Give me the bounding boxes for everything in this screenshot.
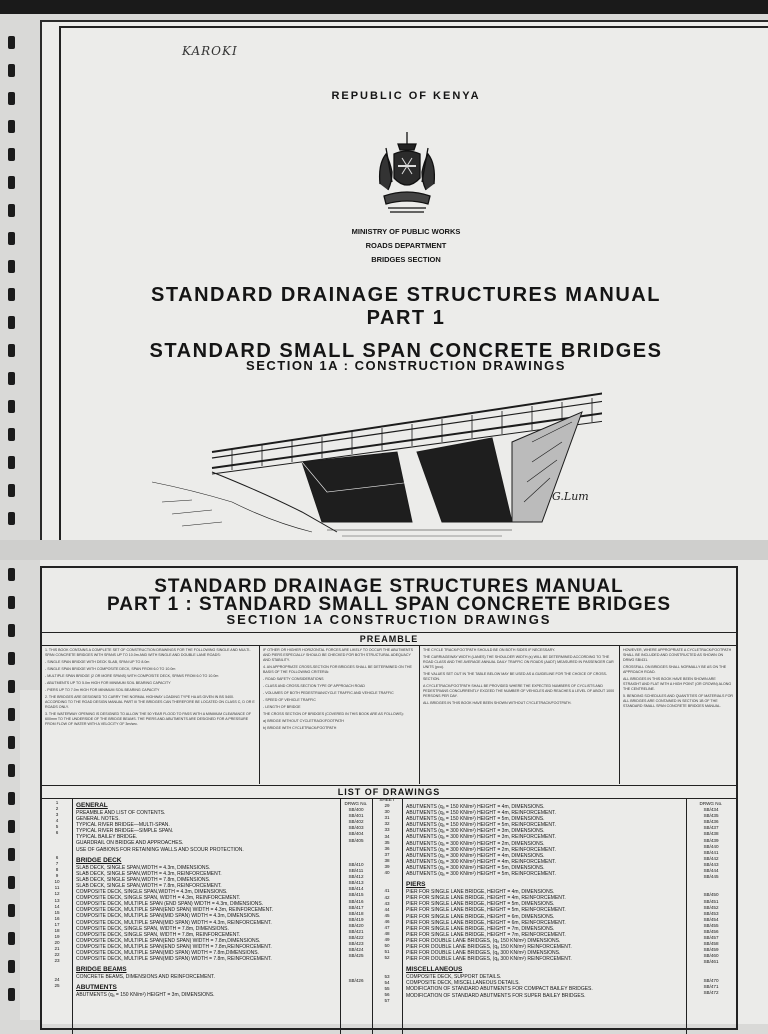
part-title: PART 1 <box>366 307 446 329</box>
sheet-number: 53 <box>384 973 390 979</box>
drawing-list-item: ABUTMENTS (qₐ = 300 KN/m²) HEIGHT = 4m, REINFORCEMENT. <box>406 858 556 865</box>
preamble-paragraph: CROSSFALL ON BRIDGES SHALL NORMALLY BE AS ON THE APPROACH ROAD. <box>623 665 727 674</box>
preamble-column-3 <box>420 646 620 784</box>
drawing-number: SB/441 <box>703 849 719 855</box>
sheet-number: 49 <box>384 937 390 943</box>
sheet-number: 1 <box>55 800 59 805</box>
drawing-list-item: PIER FOR SINGLE LANE BRIDGE, HEIGHT = 4m, DIMENSIONS. <box>406 889 555 896</box>
drawing-list-item: COMPOSITE DECK, SUPPORT DETAILS. <box>406 974 502 981</box>
drawing-list-item: TYPICAL RIVER BRIDGE—SIMPLE SPAN. <box>76 828 174 835</box>
drawing-number: SB/400 <box>348 807 364 813</box>
drawing-list-item: ABUTMENTS (qₐ = 300 KN/m²) HEIGHT = 5m, DIMENSIONS. <box>406 864 545 871</box>
preamble-paragraph: - ABUTMENTS UP TO 5.0m HIGH FOR MINIMUM SOIL BEARING CAPACITY <box>45 681 171 685</box>
list-of-drawings-heading: LIST OF DRAWINGS <box>42 785 736 799</box>
sheet-number: 3 <box>55 812 59 818</box>
drawing-number: SB/405 <box>348 837 364 843</box>
sheet-number: 8 <box>55 867 59 873</box>
sheet-number: 38 <box>384 857 390 863</box>
drawing-list-item: COMPOSITE DECK, SINGLE SPAN, WIDTH = 4.3m, REINFORCEMENT. <box>76 895 241 902</box>
sheet-number: 6 <box>55 830 59 836</box>
drawing-list-item: PIER FOR SINGLE LANE BRIDGE, HEIGHT = 4m, REINFORCEMENT. <box>406 895 566 902</box>
drawing-number: SB/411 <box>348 868 364 874</box>
general-heading: GENERAL <box>76 802 108 809</box>
binder-hole <box>8 960 15 973</box>
preamble-paragraph: ALL BRIDGES IN THIS BOOK HAVE BEEN SHOWN WITHOUT CYCLETRACK/FOOTPATH. <box>423 701 572 705</box>
sheet-number: 30 <box>384 809 390 815</box>
preamble-paragraph: THE VALUES SET OUT IN THE TABLE BELOW MAY BE USED AS A GUIDELINE FOR THE CHOICE OF CROSS-SECTION. <box>423 672 608 681</box>
drawing-list-item: COMPOSITE DECK, MULTIPLE SPAN(END SPAN) WIDTH = 7.8m,REINFORCEMENT. <box>76 943 272 950</box>
drawing-number: SB/460 <box>703 953 719 959</box>
sheet-number: 33 <box>384 827 390 833</box>
drawing-list-item: COMPOSITE DECK, MULTIPLE SPAN (END SPAN) WIDTH = 4.3m, DIMENSIONS. <box>76 901 264 908</box>
drawing-number: SB/450 <box>703 892 719 898</box>
drawing-list-item: SLAB DECK, SINGLE SPAN,WIDTH = 4.3m, DIMENSIONS. <box>76 864 211 871</box>
contents-sheet <box>40 560 768 1024</box>
preamble-column-1 <box>42 646 260 784</box>
binder-hole <box>8 428 15 441</box>
drawing-number: SB/410 <box>348 861 364 867</box>
preamble-paragraph: a) BRIDGE WITHOUT CYCLETRACK/FOOTPATH <box>263 719 344 723</box>
drawing-number: SB/402 <box>348 819 364 825</box>
sheet-number: 37 <box>384 851 390 857</box>
drawing-number: SB/444 <box>703 868 719 874</box>
sheet-number: 9 <box>55 873 59 879</box>
sheet-number: 29 <box>384 803 390 809</box>
drawing-list-item: ABUTMENTS (qₐ = 300 KN/m²) HEIGHT = 2m, DIMENSIONS. <box>406 840 545 847</box>
drawing-list-item: PREAMBLE AND LIST OF CONTENTS. <box>76 810 166 816</box>
contents-title-2: PART 1 : STANDARD SMALL SPAN CONCRETE BRIDGES <box>106 594 671 615</box>
drawing-number: SB/421 <box>348 928 364 934</box>
drawing-list-item: SLAB DECK, SINGLE SPAN,WIDTH = 7.8m, DIMENSIONS. <box>76 876 211 883</box>
bridge-beams-heading: BRIDGE BEAMS <box>76 966 127 974</box>
handwritten-name: KAROKI <box>182 44 238 58</box>
preamble-heading: PREAMBLE <box>42 632 736 646</box>
drawing-number: SB/439 <box>703 837 719 843</box>
contents-border <box>40 566 738 1030</box>
sheet-number: 19 <box>54 934 60 940</box>
binder-hole <box>8 596 15 609</box>
drawing-list-item: PIER FOR DOUBLE LANE BRIDGES, (qₐ 300 KN/m²) DIMENSIONS. <box>406 950 561 957</box>
sheet-number: 4 <box>55 818 59 824</box>
preamble-paragraph: - CLASS AND CROSS-SECTION TYPE OF APPROACH ROAD <box>263 684 365 688</box>
drawing-list-item: TYPICAL BAILEY BRIDGE. <box>76 834 138 841</box>
drawing-list-item: PIER FOR SINGLE LANE BRIDGE, HEIGHT = 6m, DIMENSIONS. <box>406 913 555 920</box>
drawing-number: SB/442 <box>703 855 719 861</box>
drawing-list-right <box>406 804 593 999</box>
drawing-list-left <box>76 798 273 998</box>
sheet-number: 13 <box>54 897 60 903</box>
page-gap <box>0 540 768 560</box>
sheet-number: 20 <box>54 940 60 946</box>
sheet-number: 7 <box>55 860 59 866</box>
scan-top-edge <box>0 0 768 14</box>
drawing-number: SB/440 <box>703 843 719 849</box>
drawing-list-item: GUARDRAIL ON BRIDGE AND APPROACHES. <box>76 840 184 847</box>
sheet-number: 47 <box>384 924 390 930</box>
sheet-number: 32 <box>384 821 390 827</box>
republic-heading: REPUBLIC OF KENYA <box>331 90 481 102</box>
title-block-strip <box>20 690 41 1020</box>
artist-signature: G.Lum <box>552 490 589 503</box>
drawing-list-item: COMPOSITE DECK, SINGLE SPAN, WIDTH = 7.8m, DIMENSIONS. <box>76 925 229 932</box>
drawing-number: SB/436 <box>703 819 719 825</box>
piers-heading: PIERS <box>406 881 426 889</box>
sheet-number: 42 <box>384 894 390 900</box>
drawing-list-item: USE OF GABIONS FOR RETAINING WALLS AND SCOUR PROTECTION. <box>76 846 244 853</box>
binder-hole <box>8 932 15 945</box>
preamble-paragraph: 5. BENDING SCHEDULES AND QUANTITIES OF MATERIALS FOR ALL BRIDGES ARE CONTAINED IN SECTION 1B OF THE STANDARD SMALL SPAN CONCRETE BRIDGES MANUAL. <box>623 694 733 708</box>
preamble-paragraph: 3. THE WATERWAY OPENING IS DESIGNED TO ALLOW THE 50 YEAR FLOOD TO PASS WITH A MINIMUM CLEARANCE OF 600mm TO THE UNDERSIDE OF THE BRIDGE BEAMS. THE PIERS AND ABUTMENTS ARE DESIGNED FOR A PRESSURE FROM FLOW OF WATER WITH A VELOCITY OF 3m/sec. <box>45 712 252 726</box>
drawing-list-item: CONCRETE BEAMS, DIMENSIONS AND REINFORCEMENT. <box>76 974 215 981</box>
drawing-number: SB/403 <box>348 825 364 831</box>
sheet-number: 41 <box>384 888 390 894</box>
preamble-paragraph: - MULTIPLE SPAN BRIDGE (2 OR MORE SPANS) WITH COMPOSITE DECK, SPANS FROM 6.0 TO 10.0m <box>45 674 219 678</box>
drawing-number: SB/445 <box>703 874 719 880</box>
drawing-list-item: ABUTMENTS (qₐ = 300 KN/m²) HEIGHT = 3m, DIMENSIONS. <box>406 828 545 835</box>
binder-hole <box>8 764 15 777</box>
sheet-number: 12 <box>54 891 60 897</box>
drawing-list-item: PIER FOR SINGLE LANE BRIDGE, HEIGHT = 6m, REINFORCEMENT. <box>406 919 566 926</box>
sheet-number: 6 <box>55 854 59 860</box>
sheet-number: 23 <box>54 958 60 964</box>
preamble-paragraph: - SINGLE SPAN BRIDGE WITH DECK SLAB, SPAN UP TO 8.0m <box>45 660 150 664</box>
sheet-number: 36 <box>384 845 390 851</box>
binder-hole <box>8 680 15 693</box>
sheet-number: 51 <box>384 949 390 955</box>
binder-hole <box>8 232 15 245</box>
drawing-numbers-left <box>340 801 372 984</box>
drawing-number: SB/453 <box>703 910 719 916</box>
section-title: SECTION 1A : CONSTRUCTION DRAWINGS <box>246 358 566 373</box>
sheet-number: 2 <box>55 806 59 812</box>
ministry-block <box>42 225 768 267</box>
sheet-number: 34 <box>384 833 390 839</box>
sheet-number: 46 <box>384 918 390 924</box>
preamble-paragraph: - VOLUMES OF BOTH PEDESTRIAN/CYCLE TRAFFIC AND VEHICLE TRAFFIC <box>263 691 394 695</box>
drawing-number: SB/418 <box>348 910 364 916</box>
binder-hole <box>8 204 15 217</box>
sheet-number: 25 <box>54 982 60 988</box>
preamble-paragraph: THE CROSS SECTION OF BRIDGES (COVERED IN THIS BOOK ARE AS FOLLOWS): <box>263 712 404 716</box>
drawing-list-item: TYPICAL RIVER BRIDGE—MULTI-SPAN. <box>76 822 170 829</box>
drawing-list-item: PIER FOR SINGLE LANE BRIDGE, HEIGHT = 5m, REINFORCEMENT. <box>406 907 566 914</box>
binder-hole <box>8 988 15 1001</box>
contents-title-1: STANDARD DRAINAGE STRUCTURES MANUAL <box>154 576 624 597</box>
miscellaneous-heading: MISCELLANEOUS <box>406 966 463 974</box>
drawing-list-item: COMPOSITE DECK, SINGLE SPAN, WIDTH = 7.8m, REINFORCEMENT. <box>76 931 241 938</box>
preamble-paragraph: THE CYCLE TRACK/FOOTPATH SHOULD BE ON BOTH SIDES IF NECESSARY. <box>423 648 556 652</box>
preamble-paragraph: - SPEED OF VEHICLE TRAFFIC <box>263 698 316 702</box>
drg-header: DRWG No. <box>344 801 368 806</box>
drawing-list-item: PIER FOR SINGLE LANE BRIDGE, HEIGHT = 7m, REINFORCEMENT. <box>406 931 566 938</box>
drawing-list-item: COMPOSITE DECK, MULTIPLE SPAN(END SPAN) WIDTH = 4.3m, REINFORCEMENT. <box>76 907 274 914</box>
drawing-number: SB/458 <box>703 941 719 947</box>
sheet-numbers-left <box>42 800 72 989</box>
drawing-list-item: ABUTMENTS (qₐ = 150 KN/m²) HEIGHT = 4m, REINFORCEMENT. <box>406 810 556 817</box>
binder-hole <box>8 792 15 805</box>
drawing-list-item: GENERAL NOTES. <box>76 816 120 823</box>
drawing-number: SB/454 <box>703 916 719 922</box>
drawing-list-item: PIER FOR SINGLE LANE BRIDGE, HEIGHT = 7m, DIMENSIONS. <box>406 925 555 932</box>
drawing-list-item: COMPOSITE DECK, MULTIPLE SPAN(MID SPAN) WIDTH = 7.8m, REINFORCEMENT. <box>76 956 272 963</box>
sheet-number: 11 <box>54 885 60 891</box>
drawing-list-item: ABUTMENTS (qₐ = 150 KN/m²) HEIGHT = 5m, DIMENSIONS. <box>406 816 545 823</box>
drawing-number: SB/461 <box>703 959 719 965</box>
drawing-list-item: ABUTMENTS (qₐ = 300 KN/m²) HEIGHT = 3m, REINFORCEMENT. <box>406 834 556 841</box>
drawing-number: SB/434 <box>703 807 719 813</box>
binder-hole <box>8 876 15 889</box>
binder-hole <box>8 288 15 301</box>
sheet-number: 18 <box>54 927 60 933</box>
drawing-number: SB/443 <box>703 861 719 867</box>
binder-hole <box>8 344 15 357</box>
sheet-number: 31 <box>384 815 390 821</box>
drawing-number: SB/451 <box>703 898 719 904</box>
preamble-paragraph: THE CARRIAGEWAY WIDTH (LANES) THE SHOULDER WIDTH (s) WILL BE DETERMINED ACCORDING TO THE ROAD CLASS AND THE AVERAGE ANNUAL DAILY TRAFFIC ON ROADS (AADT) MEASURED IN PASSENGER CAR UNITS (pcu). <box>423 655 614 669</box>
binder-hole <box>8 848 15 861</box>
binder-hole <box>8 176 15 189</box>
binder-hole <box>8 456 15 469</box>
drawing-number: SB/413 <box>348 880 364 886</box>
sheet-number: 24 <box>54 976 60 982</box>
drawing-list-item: SLAB DECK, SINGLE SPAN,WIDTH = 4.3m, REINFORCEMENT. <box>76 870 222 877</box>
preamble-paragraph: - LENGTH OF BRIDGE <box>263 705 301 709</box>
binder-hole <box>8 904 15 917</box>
preamble-column-4 <box>620 646 736 784</box>
drawing-list-item: PIER FOR DOUBLE LANE BRIDGES, (qₐ 300 KN/m²) REINFORCEMENT. <box>406 956 572 963</box>
abutments-heading: ABUTMENTS <box>76 984 117 992</box>
drawing-number: SB/417 <box>348 904 364 910</box>
drawing-list-item: ABUTMENTS (qₐ = 150 KN/m²) HEIGHT = 3m, DIMENSIONS. <box>76 992 215 999</box>
sheet-number: 54 <box>384 979 390 985</box>
binder-hole <box>8 148 15 161</box>
contents-title-3: SECTION 1A CONSTRUCTION DRAWINGS <box>226 612 552 627</box>
sheet-number: 45 <box>384 912 390 918</box>
divider <box>72 799 73 1034</box>
drawing-number: SB/426 <box>348 977 364 983</box>
drawing-list-item: COMPOSITE DECK, MULTIPLE SPAN(MID SPAN) WIDTH = 7.8m,DIMENSIONS. <box>76 949 259 956</box>
drawing-number: SB/425 <box>348 953 364 959</box>
drawing-numbers-right <box>686 801 736 996</box>
binder-hole <box>8 624 15 637</box>
sheet-number: 44 <box>384 906 390 912</box>
drawing-number: SB/415 <box>348 892 364 898</box>
manual-title: STANDARD DRAINAGE STRUCTURES MANUAL <box>151 284 661 306</box>
drawing-list-item: ABUTMENTS (qₐ = 300 KN/m²) HEIGHT = 5m, REINFORCEMENT. <box>406 871 556 878</box>
preamble-paragraph: b) BRIDGE WITH CYCLETRACK/FOOTPATH <box>263 726 337 730</box>
sheet-number: 17 <box>54 921 60 927</box>
drawing-list-item: ABUTMENTS (qₐ = 300 KN/m²) HEIGHT = 4m, DIMENSIONS. <box>406 852 545 859</box>
department-line: ROADS DEPARTMENT <box>365 241 447 250</box>
drawing-number: SB/414 <box>348 886 364 892</box>
drawing-number: SB/424 <box>348 947 364 953</box>
drawing-list-item: COMPOSITE DECK, MULTIPLE SPAN(MID SPAN) WIDTH = 4.3m, DIMENSIONS. <box>76 913 261 920</box>
drawing-list-item: MODIFICATION OF STANDARD ABUTMENTS FOR SUPER BAILEY BRIDGES. <box>406 992 586 999</box>
sheet-number: 50 <box>384 943 390 949</box>
sheet-number: 43 <box>384 900 390 906</box>
drawing-number: SB/437 <box>703 825 719 831</box>
drawing-number: SB/459 <box>703 947 719 953</box>
sheet-number: 22 <box>54 952 60 958</box>
binder-hole <box>8 512 15 525</box>
sheet-number: 40 <box>384 870 390 876</box>
divider <box>402 799 403 1034</box>
preamble-paragraph: 4. AN APPROPRIATE CROSS-SECTION FOR BRIDGES SHALL BE DETERMINED ON THE BASIS OF THE FOLLOWING CRITERIA: <box>263 665 412 674</box>
drawing-list-item: SLAB DECK, SINGLE SPAN,WIDTH = 7.8m, REINFORCEMENT. <box>76 882 222 889</box>
sheet-number: 56 <box>384 992 390 997</box>
binder-hole <box>8 316 15 329</box>
ministry-line: MINISTRY OF PUBLIC WORKS <box>351 227 461 236</box>
sheet-number: 48 <box>384 931 390 937</box>
drawing-number: SB/438 <box>703 831 719 837</box>
drawing-number: SB/455 <box>703 922 719 928</box>
binder-hole <box>8 736 15 749</box>
binder-hole <box>8 36 15 49</box>
preamble-paragraph: ALL BRIDGES IN THIS BOOK HAVE BEEN SHOWN ARE STRAIGHT AND FLAT WITH A HIGH POINT (OR CROWN) ALONG THE CENTRELINE. <box>623 677 732 691</box>
sheet-numbers-middle <box>372 797 402 1004</box>
sheet-number: 35 <box>384 839 390 845</box>
drawing-list-item: ABUTMENTS (qₐ = 150 KN/m²) HEIGHT = 4m, DIMENSIONS. <box>406 804 545 810</box>
cover-sheet <box>40 20 768 542</box>
drawing-number: SB/416 <box>348 898 364 904</box>
drawing-list-item: PIER FOR DOUBLE LANE BRIDGES, (qₐ 150 KN/m²) REINFORCEMENT. <box>406 943 572 950</box>
drawing-list-item: COMPOSITE DECK, SINGLE SPAN,WIDTH = 4.3m, DIMENSIONS. <box>76 889 228 896</box>
drawing-list-item: COMPOSITE DECK, MULTIPLE SPAN(MID SPAN) WIDTH = 4.3m, REINFORCEMENT. <box>76 919 272 926</box>
preamble-paragraph: 1. THIS BOOK CONTAINS A COMPLETE SET OF CONSTRUCTION DRAWINGS FOR THE FOLLOWING SINGLE AND MULTI-SPAN CONCRETE BRIDGES WITH SPANS UP TO 10.0m AND WITH SINGLE AND DOUBLE LANE ROADS: <box>45 648 251 657</box>
drawing-number: SB/419 <box>348 916 364 922</box>
preamble-paragraph: A CYCLETRACK/FOOTPATH SHALL BE PROVIDED WHERE THE EXPECTED NUMBERS OF CYCLISTS AND PEDESTRIANS CONCURRENTLY EXCEED THE NUMBER OF VEHICLES AND REACHES A LEVEL OF ABOUT 1000 PERSONS PER DAY. <box>423 684 615 698</box>
drawing-number: SB/457 <box>703 935 719 941</box>
drawing-number: SB/470 <box>703 977 719 983</box>
preamble-paragraph: IF OTHER OR HIGHER HORIZONTAL FORCES ARE LIKELY TO OCCUR THE ABUTMENTS AND PIERS ESPECIALLY SHOULD BE CHECKED FOR BOTH STRUCTURAL ADEQUACY AND STABILITY. <box>263 648 414 662</box>
drawing-number: SB/404 <box>348 831 364 837</box>
bridges-title: STANDARD SMALL SPAN CONCRETE BRIDGES <box>149 340 663 362</box>
binder-hole <box>8 820 15 833</box>
sheet-number: 10 <box>54 879 60 885</box>
drawing-number: SB/435 <box>703 813 719 819</box>
bridge-deck-heading: BRIDGE DECK <box>76 856 122 864</box>
preamble-paragraph: - SINGLE SPAN BRIDGE WITH COMPOSITE DECK, SPAN FROM 6.0 TO 10.0m <box>45 667 176 671</box>
drawing-list-item: ABUTMENTS (qₐ = 150 KN/m²) HEIGHT = 5m, REINFORCEMENT. <box>406 822 556 829</box>
sheet-number: 5 <box>55 824 59 830</box>
sheet-number: 21 <box>54 946 60 952</box>
sheet-number: 14 <box>54 903 60 909</box>
drawing-list-item: PIER FOR SINGLE LANE BRIDGE, HEIGHT = 5m, DIMENSIONS. <box>406 901 555 908</box>
drawing-list-item: COMPOSITE DECK, MULTIPLE SPAN(END SPAN) WIDTH = 7.8m,DIMENSIONS. <box>76 937 261 944</box>
preamble-column-2 <box>260 646 420 784</box>
drawing-number: SB/456 <box>703 928 719 934</box>
binder-hole <box>8 64 15 77</box>
sheet-number: 57 <box>384 998 390 1004</box>
binder-hole <box>8 652 15 665</box>
binder-hole <box>8 92 15 105</box>
drawing-list-item: COMPOSITE DECK, MISCELLANEOUS DETAILS. <box>406 980 520 987</box>
bridge-sketch <box>152 382 602 542</box>
preamble-paragraph: - ROAD SAFETY CONSIDERATIONS <box>263 677 324 681</box>
sheet-number: 52 <box>384 955 390 961</box>
drawing-list-item: PIER FOR DOUBLE LANE BRIDGES, (qₐ 150 KN/m²) DIMENSIONS. <box>406 937 561 944</box>
drawing-number: SB/471 <box>703 983 719 989</box>
drawing-list-item: ABUTMENTS (qₐ = 300 KN/m²) HEIGHT = 2m, REINFORCEMENT. <box>406 846 556 853</box>
binder-hole <box>8 568 15 581</box>
binder-hole <box>8 484 15 497</box>
preamble-paragraph: 2. THE BRIDGES ARE DESIGNED TO CARRY THE NORMAL HIGHWAY LOADING TYPE HA AS GIVEN IN BS 5400. ACCORDING TO THE ROAD DESIGN MANUAL PART III THE BRIDGES CAN THEREFORE BE LOCATED ON CLASS C, D OR E ROADS ONLY. <box>45 695 255 709</box>
sheet-number: 39 <box>384 864 390 870</box>
sheet-header: SHEET <box>379 797 395 802</box>
drawing-number: SB/412 <box>348 874 364 880</box>
drg-header-right: DRWG No. <box>699 801 723 806</box>
preamble-paragraph: HOWEVER, WHERE APPROPRIATE A CYCLETRACK/FOOTPATH SHALL BE INCLUDED AND CONSTRUCTED AS SHOWN ON DRWG SB/431. <box>623 648 732 662</box>
binder-hole <box>8 372 15 385</box>
binder-hole <box>8 708 15 721</box>
drawing-number: SB/472 <box>703 989 719 995</box>
section-line: BRIDGES SECTION <box>371 255 441 264</box>
kenya-coat-of-arms-icon <box>372 126 442 218</box>
drawing-list-item: MODIFICATION OF STANDARD ABUTMENTS FOR COMPACT BAILEY BRIDGES. <box>406 986 593 993</box>
drawing-number: SB/420 <box>348 922 364 928</box>
drawing-number: SB/423 <box>348 941 364 947</box>
sheet-number: 16 <box>54 915 60 921</box>
drawing-number: SB/452 <box>703 904 719 910</box>
binder-hole <box>8 260 15 273</box>
binder-hole <box>8 120 15 133</box>
sheet-number: 15 <box>54 909 60 915</box>
sheet-number: 55 <box>384 985 390 991</box>
drawing-number: SB/401 <box>348 813 364 819</box>
drawing-number: SB/422 <box>348 935 364 941</box>
binder-hole <box>8 400 15 413</box>
preamble-paragraph: - PIERS UP TO 7.0m HIGH FOR MINIMUM SOIL BEARING CAPACITY <box>45 688 160 692</box>
